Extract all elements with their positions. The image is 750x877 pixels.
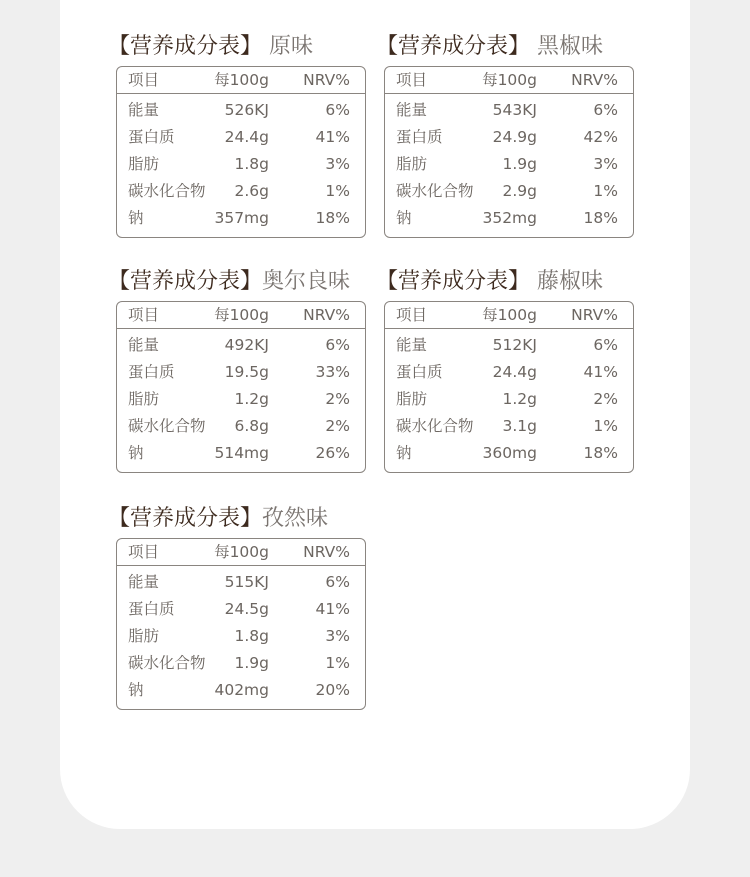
- panel-title: [108, 32, 366, 62]
- table-header: [117, 67, 365, 94]
- row-nrv: 3%: [325, 627, 350, 645]
- row-nrv: 2%: [325, 417, 350, 435]
- table-row: [385, 178, 633, 205]
- row-value: 543KJ: [492, 101, 537, 119]
- row-value: 2.6g: [234, 182, 269, 200]
- panel-heading: 【营养成分表】: [376, 269, 531, 294]
- row-value: 6.8g: [234, 417, 269, 435]
- row-nrv: 20%: [315, 681, 350, 699]
- row-name: 能量: [128, 573, 160, 591]
- flavor-label: 藤椒味: [530, 269, 604, 294]
- flavor-label: 奥尔良味: [262, 269, 351, 294]
- table-row: [385, 413, 633, 440]
- row-value: 24.4g: [224, 128, 269, 146]
- header-per100g: 每100g: [482, 71, 537, 89]
- table-row: [117, 151, 365, 178]
- table-row: [117, 677, 365, 704]
- header-item: 项目: [128, 306, 160, 324]
- table-body: [385, 329, 633, 472]
- row-nrv: 33%: [315, 363, 350, 381]
- row-name: 蛋白质: [128, 363, 175, 381]
- row-nrv: 18%: [583, 444, 618, 462]
- nutrition-panel-orleans: [108, 267, 366, 473]
- row-name: 脂肪: [128, 390, 160, 408]
- row-value: 515KJ: [224, 573, 269, 591]
- row-name: 能量: [128, 101, 160, 119]
- header-item: 项目: [396, 306, 428, 324]
- table-header: [117, 302, 365, 329]
- table-row: [117, 178, 365, 205]
- table-row: [117, 332, 365, 359]
- table-row: [385, 124, 633, 151]
- row-name: 蛋白质: [128, 600, 175, 618]
- table-header: [385, 302, 633, 329]
- row-value: 24.5g: [224, 600, 269, 618]
- header-item: 项目: [396, 71, 428, 89]
- row-nrv: 41%: [583, 363, 618, 381]
- row-name: 脂肪: [396, 155, 428, 173]
- row-name: 钠: [128, 209, 144, 227]
- row-name: 能量: [396, 336, 428, 354]
- table-header: [117, 539, 365, 566]
- table-row: [385, 205, 633, 232]
- table-row: [117, 205, 365, 232]
- row-name: 脂肪: [396, 390, 428, 408]
- row-nrv: 6%: [325, 101, 350, 119]
- table-row: [117, 386, 365, 413]
- row-nrv: 41%: [315, 128, 350, 146]
- flavor-label: 原味: [262, 34, 314, 59]
- row-value: 352mg: [482, 209, 537, 227]
- table-body: [117, 566, 365, 709]
- row-nrv: 6%: [593, 336, 618, 354]
- panel-title: [108, 504, 366, 534]
- row-name: 碳水化合物: [396, 417, 474, 435]
- row-value: 1.2g: [502, 390, 537, 408]
- table-row: [117, 596, 365, 623]
- nutrition-panel-cumin: [108, 504, 366, 710]
- row-name: 脂肪: [128, 155, 160, 173]
- row-nrv: 3%: [325, 155, 350, 173]
- row-nrv: 2%: [325, 390, 350, 408]
- table-body: [385, 94, 633, 237]
- nutrition-table: [116, 301, 366, 473]
- row-value: 1.8g: [234, 155, 269, 173]
- panel-heading: 【营养成分表】: [108, 269, 263, 294]
- row-name: 碳水化合物: [128, 654, 206, 672]
- row-value: 3.1g: [502, 417, 537, 435]
- row-value: 1.9g: [502, 155, 537, 173]
- row-nrv: 1%: [325, 182, 350, 200]
- nutrition-table: [384, 66, 634, 238]
- panel-heading: 【营养成分表】: [376, 34, 531, 59]
- table-row: [117, 440, 365, 467]
- row-name: 钠: [396, 209, 412, 227]
- row-value: 19.5g: [224, 363, 269, 381]
- header-per100g: 每100g: [214, 306, 269, 324]
- row-nrv: 41%: [315, 600, 350, 618]
- header-per100g: 每100g: [482, 306, 537, 324]
- row-value: 357mg: [214, 209, 269, 227]
- table-header: [385, 67, 633, 94]
- row-value: 492KJ: [224, 336, 269, 354]
- row-nrv: 18%: [583, 209, 618, 227]
- nutrition-table: [384, 301, 634, 473]
- row-value: 402mg: [214, 681, 269, 699]
- table-body: [117, 329, 365, 472]
- row-value: 1.8g: [234, 627, 269, 645]
- row-value: 360mg: [482, 444, 537, 462]
- header-per100g: 每100g: [214, 71, 269, 89]
- row-name: 钠: [396, 444, 412, 462]
- table-row: [385, 97, 633, 124]
- table-row: [117, 623, 365, 650]
- header-nrv: NRV%: [303, 71, 350, 89]
- row-name: 碳水化合物: [128, 417, 206, 435]
- row-value: 2.9g: [502, 182, 537, 200]
- table-row: [385, 332, 633, 359]
- row-name: 脂肪: [128, 627, 160, 645]
- flavor-label: 黑椒味: [530, 34, 604, 59]
- row-value: 514mg: [214, 444, 269, 462]
- row-name: 钠: [128, 681, 144, 699]
- table-row: [117, 97, 365, 124]
- row-value: 1.9g: [234, 654, 269, 672]
- nutrition-table: [116, 538, 366, 710]
- row-nrv: 6%: [593, 101, 618, 119]
- row-name: 碳水化合物: [396, 182, 474, 200]
- header-item: 项目: [128, 71, 160, 89]
- row-name: 能量: [128, 336, 160, 354]
- header-per100g: 每100g: [214, 543, 269, 561]
- header-nrv: NRV%: [571, 306, 618, 324]
- nutrition-table: [116, 66, 366, 238]
- table-row: [385, 151, 633, 178]
- panel-heading: 【营养成分表】: [108, 34, 263, 59]
- row-nrv: 6%: [325, 336, 350, 354]
- table-body: [117, 94, 365, 237]
- table-row: [385, 359, 633, 386]
- row-name: 蛋白质: [396, 128, 443, 146]
- panel-title: [376, 267, 634, 297]
- row-value: 512KJ: [492, 336, 537, 354]
- nutrition-panel-vine-pepper: [376, 267, 634, 473]
- row-name: 蛋白质: [128, 128, 175, 146]
- table-row: [385, 440, 633, 467]
- nutrition-panel-black-pepper: [376, 32, 634, 238]
- row-nrv: 18%: [315, 209, 350, 227]
- header-nrv: NRV%: [303, 543, 350, 561]
- header-nrv: NRV%: [571, 71, 618, 89]
- row-nrv: 1%: [325, 654, 350, 672]
- row-nrv: 42%: [583, 128, 618, 146]
- row-nrv: 1%: [593, 182, 618, 200]
- table-row: [117, 124, 365, 151]
- nutrition-panel-original: [108, 32, 366, 238]
- row-value: 526KJ: [224, 101, 269, 119]
- table-row: [117, 359, 365, 386]
- table-row: [117, 413, 365, 440]
- header-nrv: NRV%: [303, 306, 350, 324]
- flavor-label: 孜然味: [262, 506, 329, 531]
- panel-title: [108, 267, 366, 297]
- table-row: [385, 386, 633, 413]
- row-name: 钠: [128, 444, 144, 462]
- row-value: 1.2g: [234, 390, 269, 408]
- row-nrv: 2%: [593, 390, 618, 408]
- row-name: 能量: [396, 101, 428, 119]
- row-nrv: 6%: [325, 573, 350, 591]
- row-name: 碳水化合物: [128, 182, 206, 200]
- header-item: 项目: [128, 543, 160, 561]
- row-name: 蛋白质: [396, 363, 443, 381]
- table-row: [117, 569, 365, 596]
- table-row: [117, 650, 365, 677]
- row-nrv: 3%: [593, 155, 618, 173]
- row-nrv: 26%: [315, 444, 350, 462]
- panel-title: [376, 32, 634, 62]
- row-value: 24.9g: [492, 128, 537, 146]
- row-nrv: 1%: [593, 417, 618, 435]
- panel-heading: 【营养成分表】: [108, 506, 263, 531]
- row-value: 24.4g: [492, 363, 537, 381]
